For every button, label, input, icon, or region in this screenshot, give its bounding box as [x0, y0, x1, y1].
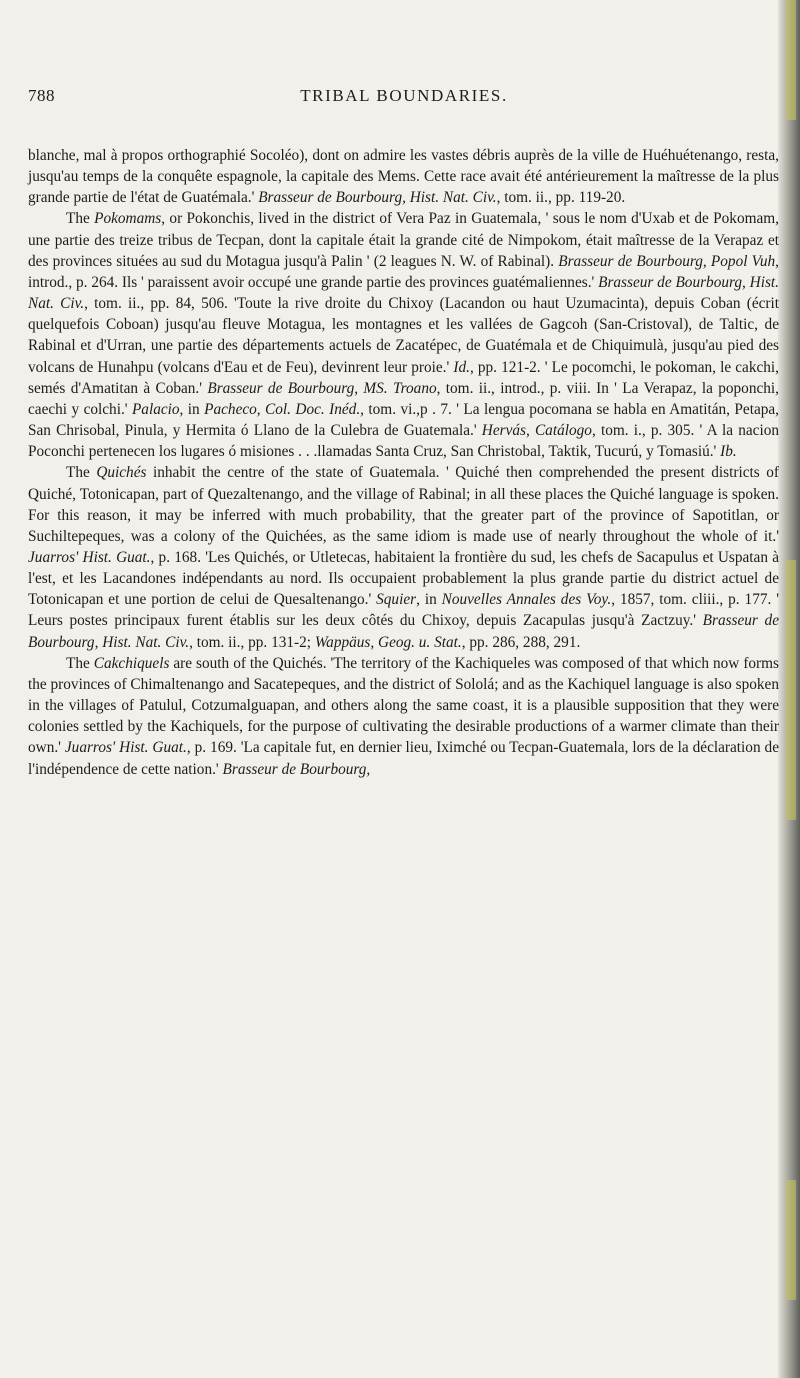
text-run: , pp. 121-2. ' Le pocomchi, le pokoman, le cakchi, semés d'Amatitan à Coban.' [28, 358, 780, 397]
italic-citation: Pokomams [94, 210, 162, 228]
italic-citation: Brasseur de Bourbourg, Hist. Nat. Civ. [28, 612, 779, 651]
text-run: , in [179, 400, 205, 418]
running-head: TRIBAL BOUNDARIES. [300, 86, 508, 105]
italic-citation: Wappäus, Geog. u. Stat. [314, 633, 462, 651]
italic-citation: Cakchiquels [93, 654, 170, 672]
italic-citation: Brasseur de Bourbourg, Popol Vuh [558, 252, 776, 270]
italic-citation: Brasseur de Bourbourg, Hist. Nat. Civ. [258, 189, 497, 207]
italic-citation: Juarros' Hist. Guat. [28, 548, 151, 566]
text-run: , tom. ii., introd., p. viii. In ' La Verapaz, la poponchi, caechi y colchi.' [28, 379, 779, 418]
italic-citation: Palacio [131, 400, 180, 418]
text-run: are south of the Quichés. 'The territory of the Kachiqueles was composed of that which now forms the provinces of Chimaltenango and Sacatepeques, and the district of Sololá; and as the Kachiquel language is also spoken in the villages of Patulul, Cotzumalguapan, and others along the same coast, it is a plausible supposition that they were colonies settled by the Kachiquels, for the purpose of cultivating the desirable productions of a warmer climate than their own.' [28, 654, 780, 757]
italic-citation: Juarros' Hist. Guat. [64, 739, 187, 757]
italic-citation: Brasseur de Bourbourg, Hist. Nat. Civ. [28, 273, 779, 313]
italic-citation: Pacheco, Col. Doc. Inéd. [204, 400, 361, 418]
binding-highlight [786, 560, 796, 820]
text-run: , p. 169. 'La capitale fut, en dernier lieu, Iximché ou Tecpan-Guatemala, lors de la déclaration de l'indépendence de cette nation.' [28, 739, 779, 778]
text-run: , tom. ii., pp. 119-20. [496, 189, 626, 207]
text-run: , tom. ii., pp. 84, 506. 'Toute la rive droite du Chixoy (Lacandon ou haut Uzumacinta), depuis Coban (écrit quelquefois Coboan) jusqu'au fleuve Motagua, les montagnes et les vallées de Gagcoh (San-Cristoval), de Taltic, de Rabinal et d'Urran, une partie des départements actuels de Zacatépec, de Guatémala et de Chiquimulà, jusqu'au pied des volcans de Hunahpu (volcans d'Eau et de Feu), devinrent leur proie.' [28, 295, 779, 376]
italic-citation: Ib. [720, 443, 737, 461]
paragraph [28, 653, 779, 780]
paragraph [28, 462, 779, 652]
page-number: 788 [28, 86, 55, 105]
text-run: The [66, 210, 95, 228]
paragraph [28, 208, 779, 462]
text-run: , introd., p. 264. Ils ' paraissent avoir occupé une grande partie des provinces guatémaliennes.' [28, 252, 779, 291]
text-run: , tom. vi.,p . 7. ' La lengua pocomana se habla en Amatitán, Petapa, San Chrisobal, Pinula, y Hermita ó Llano de la Culebra de Guatemala.' [28, 400, 780, 440]
text-run: , tom. i., p. 305. ' A la nacion Poconchi pertenecen los lugares ó misiones . . .llamadas Santa Cruz, San Christobal, Taktik, Tucurú, y Tomasiú.' [28, 422, 780, 461]
text-run: , in [416, 591, 442, 609]
italic-citation: Id. [453, 358, 470, 376]
text-run: The [66, 654, 94, 672]
italic-citation: Quichés [96, 464, 147, 482]
text-run: , p. 168. 'Les Quichés, or Utletecas, habitaient la frontière du sud, les chefs de Sacapulus et Uspatan à l'est, et les Lacandones indépendants au nord. Ils occupaient probablement la plus grande partie du district actuel de Totonicapan et une portion de celui de Quesaltenango.' [28, 548, 779, 609]
binding-highlight [786, 1180, 796, 1300]
paragraph [28, 145, 779, 208]
page-binding-edge [778, 0, 800, 1378]
text-run: The [66, 464, 97, 482]
italic-citation: Brasseur de Bourbourg, [222, 760, 371, 778]
footnote-text-body [28, 145, 779, 780]
italic-citation: Nouvelles Annales des Voy. [441, 591, 612, 609]
text-run: , tom. ii., pp. 131-2; [189, 633, 315, 651]
text-run: , or Pokonchis, lived in the district of Vera Paz in Guatemala, ' sous le nom d'Uxab et de Pokomam, une partie des treize tribus de Tecpan, dont la capitale était la grande cité de Nimpokom, était maîtresse de la Verapaz et des provinces situées au sud du Motagua jusqu'à Palin ' (2 leagues N. W. of Rabinal). [28, 210, 780, 270]
text-run: , 1857, tom. cliii., p. 177. ' Leurs postes principaux furent établis sur les deux côtés du Chixoy, depuis Zacapulas jusqu'à Zactzuy.' [28, 591, 779, 630]
italic-citation: Hervás, Catálogo [481, 422, 592, 440]
italic-citation: Brasseur de Bourbourg, MS. Troano [207, 379, 437, 397]
text-run: blanche, mal à propos orthographié Socoléo), dont on admire les vastes débris auprès de la ville de Huéhuétenango, resta, jusqu'au temps de la conquête espagnole, la capitale des Mems. Cette race avait été antérieurement la maîtresse de la plus grande partie de l'état de Guatémala.' [28, 147, 779, 207]
text-run: inhabit the centre of the state of Guatemala. ' Quiché then comprehended the present districts of Quiché, Totonicapan, part of Quezaltenango, and the village of Rabinal; in all these places the Quiché language is spoken. For this reason, it may be inferred with much probability, that the greater part of the province of Sapotitlan, or Suchiltepeques, was a colony of the Quichées, as the same idiom is made use of nearly throughout the whole of it.' [28, 464, 779, 545]
page-header [28, 86, 780, 116]
text-run: , pp. 286, 288, 291. [461, 633, 581, 651]
italic-citation: Squier [376, 591, 417, 609]
binding-highlight [786, 0, 796, 120]
